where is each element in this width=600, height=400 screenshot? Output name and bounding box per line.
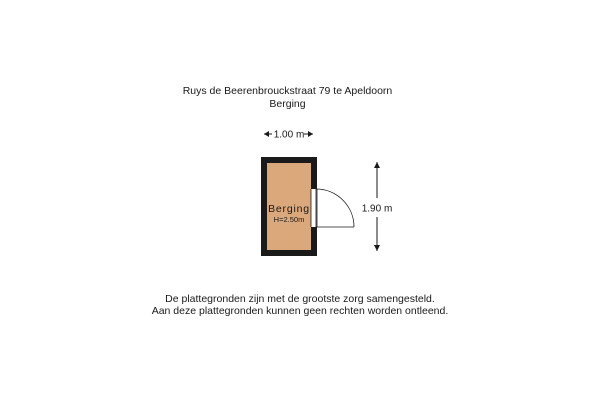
address-title: Ruys de Beerenbrouckstraat 79 te Apeldoorn: [182, 85, 393, 97]
room-name: Berging: [268, 203, 310, 215]
plan-subtitle: Berging: [269, 98, 306, 110]
room-height: H=2.50m: [273, 215, 305, 224]
width-dimension: [264, 130, 313, 141]
width-label: 1.00 m: [273, 129, 305, 141]
door: [311, 189, 354, 227]
disclaimer-line-1: De plattegronden zijn met de grootste zorg samengesteld.: [165, 293, 435, 305]
disclaimer-line-2: Aan deze plattegronden kunnen geen rechten worden ontleend.: [151, 305, 449, 317]
depth-dimension: [362, 162, 393, 251]
depth-label: 1.90 m: [361, 203, 393, 215]
disclaimer: [0, 293, 600, 317]
